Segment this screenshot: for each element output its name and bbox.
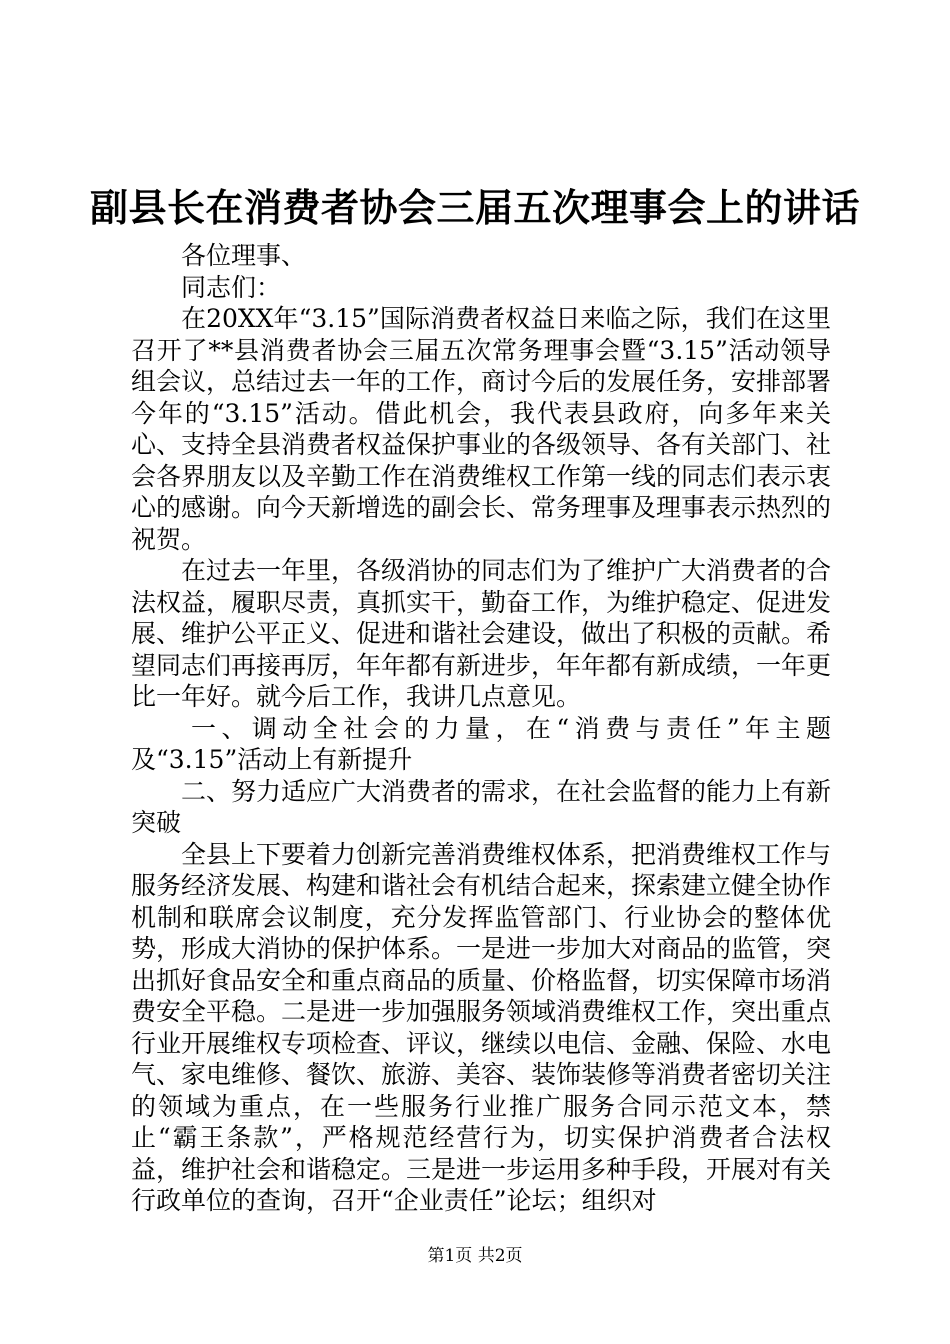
paragraph-review: 在过去一年里，各级消协的同志们为了维护广大消费者的合法权益，履职尽责，真抓实干，勤奋工作，为维护稳定、促进发展、维护公平正义、促进和谐社会建设，做出了积极的贡献。希望同志们再接再厉，年年都有新进步，年年都有新成绩，一年更比一年好。就今后工作，我讲几点意见。 [131,556,832,711]
salutation-line-2: 同志们： [181,272,282,302]
document-title: 副县长在消费者协会三届五次理事会上的讲话 [89,185,860,230]
paragraph-opening: 在20XX年“3.15”国际消费者权益日来临之际，我们在这里召开了**县消费者协会三届五次常务理事会暨“3.15”活动领导组会议，总结过去一年的工作，商讨今后的发展任务，安排部署今年的“3.15”活动。借此机会，我代表县政府，向多年来关心、支持全县消费者权益保护事业的各级领导、各有关部门、社会各界朋友以及辛勤工作在消费维权工作第一线的同志们表示衷心的感谢。向今天新增选的副会长、常务理事及理事表示热烈的祝贺。 [131,304,832,554]
salutation-line-1: 各位理事、 [181,241,307,270]
document-body [131,240,831,1217]
section-heading-1: 一、调动全社会的力量，在“消费与责任”年主题及“3.15”活动上有新提升 [131,713,831,774]
section-heading-2: 二、努力适应广大消费者的需求，在社会监督的能力上有新突破 [131,776,832,837]
paragraph-section-2-body: 全县上下要着力创新完善消费维权体系，把消费维权工作与服务经济发展、构建和谐社会有机结合起来，探索建立健全协作机制和联席会议制度，充分发挥监管部门、行业协会的整体优势，形成大消协的保护体系。一是进一步加大对商品的监管，突出抓好食品安全和重点商品的质量、价格监督，切实保障市场消费安全平稳。二是进一步加强服务领域消费维权工作，突出重点行业开展维权专项检查、评议，继续以电信、金融、保险、水电气、家电维修、餐饮、旅游、美容、装饰装修等消费者密切关注的领域为重点，在一些服务行业推广服务合同示范文本，禁止“霸王条款”，严格规范经营行为，切实保护消费者合法权益，维护社会和谐稳定。三是进一步运用多种手段，开展对有关行政单位的查询，召开“企业责任”论坛；组织对 [131,839,832,1215]
page-number-footer: 第1页 共2页 [427,1246,523,1266]
